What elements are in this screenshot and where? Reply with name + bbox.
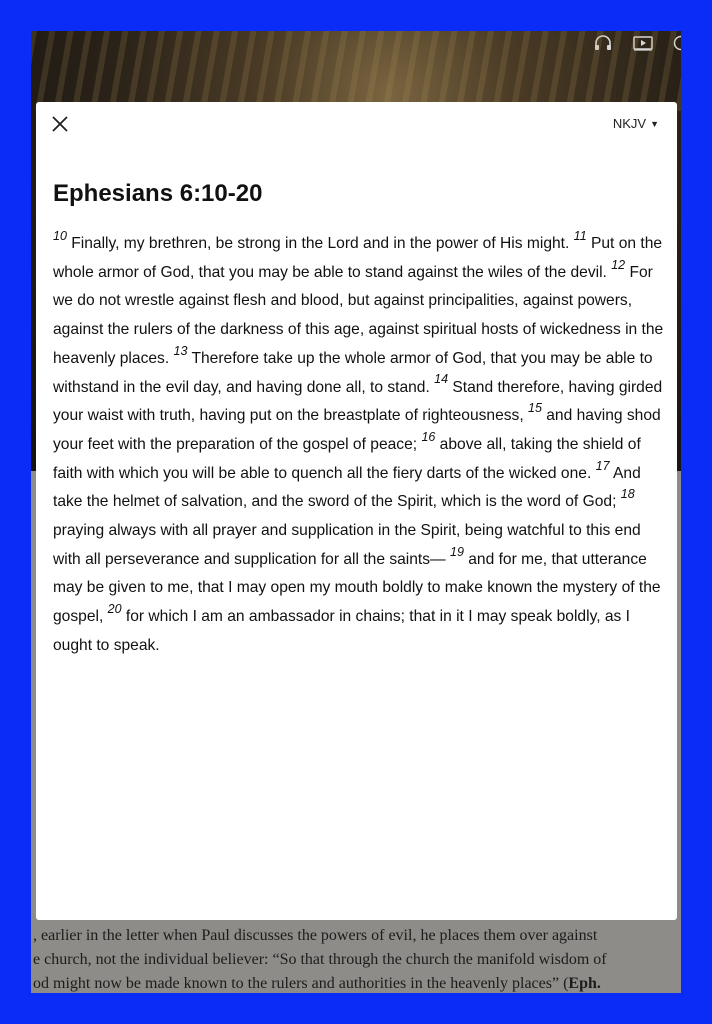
top-toolbar (593, 35, 681, 51)
verse-number: 12 (611, 257, 626, 272)
verse-number: 13 (173, 343, 188, 358)
scripture-reference[interactable]: Eph. (568, 975, 601, 992)
more-icon[interactable] (673, 35, 681, 51)
verse-number: 19 (450, 544, 464, 559)
verse-text: Therefore take up the whole armor of God, that you may be able to withstand in the evil day, and having done all, to stand. (53, 349, 653, 396)
verse-number: 20 (107, 602, 122, 617)
verse-number: 17 (595, 458, 610, 473)
close-button[interactable] (50, 114, 70, 134)
version-selector[interactable] (613, 116, 659, 131)
caret-down-icon: ▼ (650, 118, 659, 129)
verse-text: and for me, that utterance may be given to me, that I may open my mouth boldly to make known the mystery of the gospel, (53, 550, 661, 626)
article-line: , earlier in the letter when Paul discusses the powers of evil, he places them over against (33, 927, 598, 944)
play-icon[interactable] (633, 35, 653, 51)
verse-text: above all, taking the shield of faith with which you will be able to quench all the fiery darts of the wicked one. (53, 435, 641, 482)
close-icon (50, 114, 70, 134)
article-text (31, 924, 681, 993)
verse-number: 10 (53, 228, 67, 243)
verse-number: 18 (620, 487, 635, 502)
verse-text: Stand therefore, having girded your waist with truth, having put on the breastplate of righteousness, (53, 378, 663, 425)
scripture-modal (36, 102, 677, 920)
article-line: od might now be made known to the rulers and authorities in the heavenly places” (Eph. (33, 975, 601, 992)
passage-text (53, 230, 665, 661)
headphones-icon[interactable] (593, 35, 613, 51)
passage-title: Ephesians 6:10-20 (53, 180, 263, 207)
article-line: e church, not the individual believer: “So that through the church the manifold wisdom of (33, 951, 607, 968)
verse-number: 14 (434, 372, 449, 387)
verse-number: 11 (573, 228, 587, 243)
verse-text: Put on the whole armor of God, that you may be able to stand against the wiles of the devil. (53, 235, 663, 281)
verse-number: 16 (421, 429, 436, 444)
verse-text: And take the helmet of salvation, and the sword of the Spirit, which is the word of God; (53, 464, 641, 511)
version-label: NKJV (612, 116, 647, 131)
verse-text: for which I am an ambassador in chains; that in it I may speak boldly, as I ought to speak. (53, 608, 631, 654)
verse-number: 15 (528, 401, 542, 416)
verse-text: praying always with all prayer and supplication in the Spirit, being watchful to this end with all perseverance and supplication for all the saints— (53, 522, 641, 568)
verse-text: and having shod your feet with the preparation of the gospel of peace; (53, 407, 661, 453)
verse-text: Finally, my brethren, be strong in the Lord and in the power of His might. (66, 235, 574, 252)
verse-text: For we do not wrestle against flesh and blood, but against principalities, against powers, against the rulers of the darkness of this age, against spiritual hosts of wickedness in the heavenly places. (53, 263, 664, 367)
